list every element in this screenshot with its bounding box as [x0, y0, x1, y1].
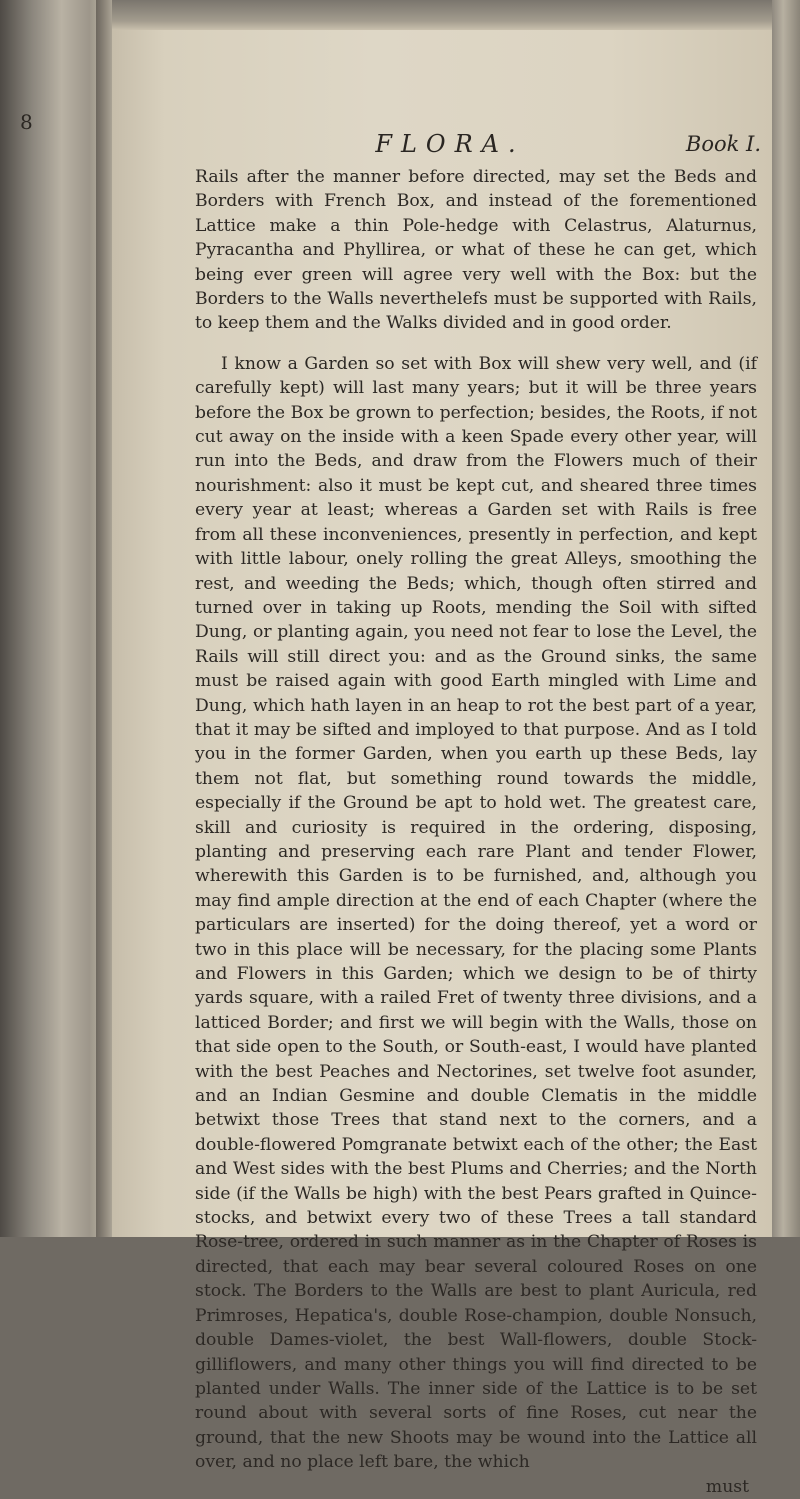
book-number: Book I.	[685, 132, 761, 156]
page-number: 8	[20, 110, 33, 134]
catchword: must	[705, 1476, 749, 1497]
running-head	[195, 130, 761, 162]
page-fore-edge	[772, 0, 800, 1237]
running-title: FLORA.	[375, 130, 525, 158]
paragraph-1: Rails after the manner before directed, may set the Beds and Borders with French Box, and instead of the forementioned Lattice make a thin Pole-hedge with Celastrus, Alaturnus, Pyracantha and Phyllirea, or what of these he can get, which being ever green will agree very well with the Box: but the Borders to the Walls neverthelefs must be supported with Rails, to keep them and the Walks divided and in good order.	[195, 167, 757, 334]
paragraph-2: I know a Garden so set with Box will shew very well, and (if carefully kept) will last many years; but it will be three years before the Box be grown to perfection; besides, the Roots, if not cut away on the inside with a keen Spade every other year, will run into the Beds, and draw from the Flowers much of their nourishment: also it must be kept cut, and sheared three times every year at least; whereas a Garden set with Rails is free from all these inconveniences, presently in perfection, and kept with little labour, onely rolling the great Alleys, smoothing the rest, and weeding the Beds; which, though often stirred and turned over in taking up Roots, mending the Soil with sifted Dung, or planting again, you need not fear to lose the Level, the Rails will still direct you: and as the Ground sinks, the same must be raised again with good Earth mingled with Lime and Dung, which hath layen in an heap to rot the best part of a year, that it may be sifted and imployed to that purpose. And as I told you in the former Garden, when you earth up these Beds, lay them not flat, but something round towards the middle, especially if the Ground be apt to hold wet. The greatest care, skill and curiosity is required in the ordering, disposing, planting and preserving each rare Plant and tender Flower, wherewith this Garden is to be furnished, and, although you may find ample direction at the end of each Chapter (where the particulars are inserted) for the doing thereof, yet a word or two in this place will be necessary, for the placing some Plants and Flowers in this Garden; which we design to be of thirty yards square, with a railed Fret of twenty three divisions, and a latticed Border; and first we will begin with the Walls, those on that side open to the South, or South-east, I would have planted with the best Peaches and Nectorines, set twelve foot asunder, and an Indian Gesmine and double Clematis in the middle betwixt those Trees that stand next to the corners, and a double-flowered Pomgranate betwixt each of the other; the East and West sides with the best Plums and Cherries; and the North side (if the Walls be high) with the best Pears grafted in Quince-stocks, and betwixt every two of these Trees a tall standard Rose-tree, ordered in such manner as in the Chapter of Roses is directed, that each may bear several coloured Roses on one stock. The Borders to the Walls are best to plant Auricula, red Primroses, Hepatica's, double Rose-champion, double Nonsuch, double Dames-violet, the best Wall-flowers, double Stock-gilliflowers, and many other things you will find directed to be planted under Walls. The inner side of the Lattice is to be set round about with several sorts of fine Roses, cut near the ground, that the new Shoots may be wound into the Lattice all over, and no place left bare, the which	[195, 353, 757, 1473]
body-text	[195, 165, 757, 1499]
page-top-edge	[112, 0, 772, 30]
